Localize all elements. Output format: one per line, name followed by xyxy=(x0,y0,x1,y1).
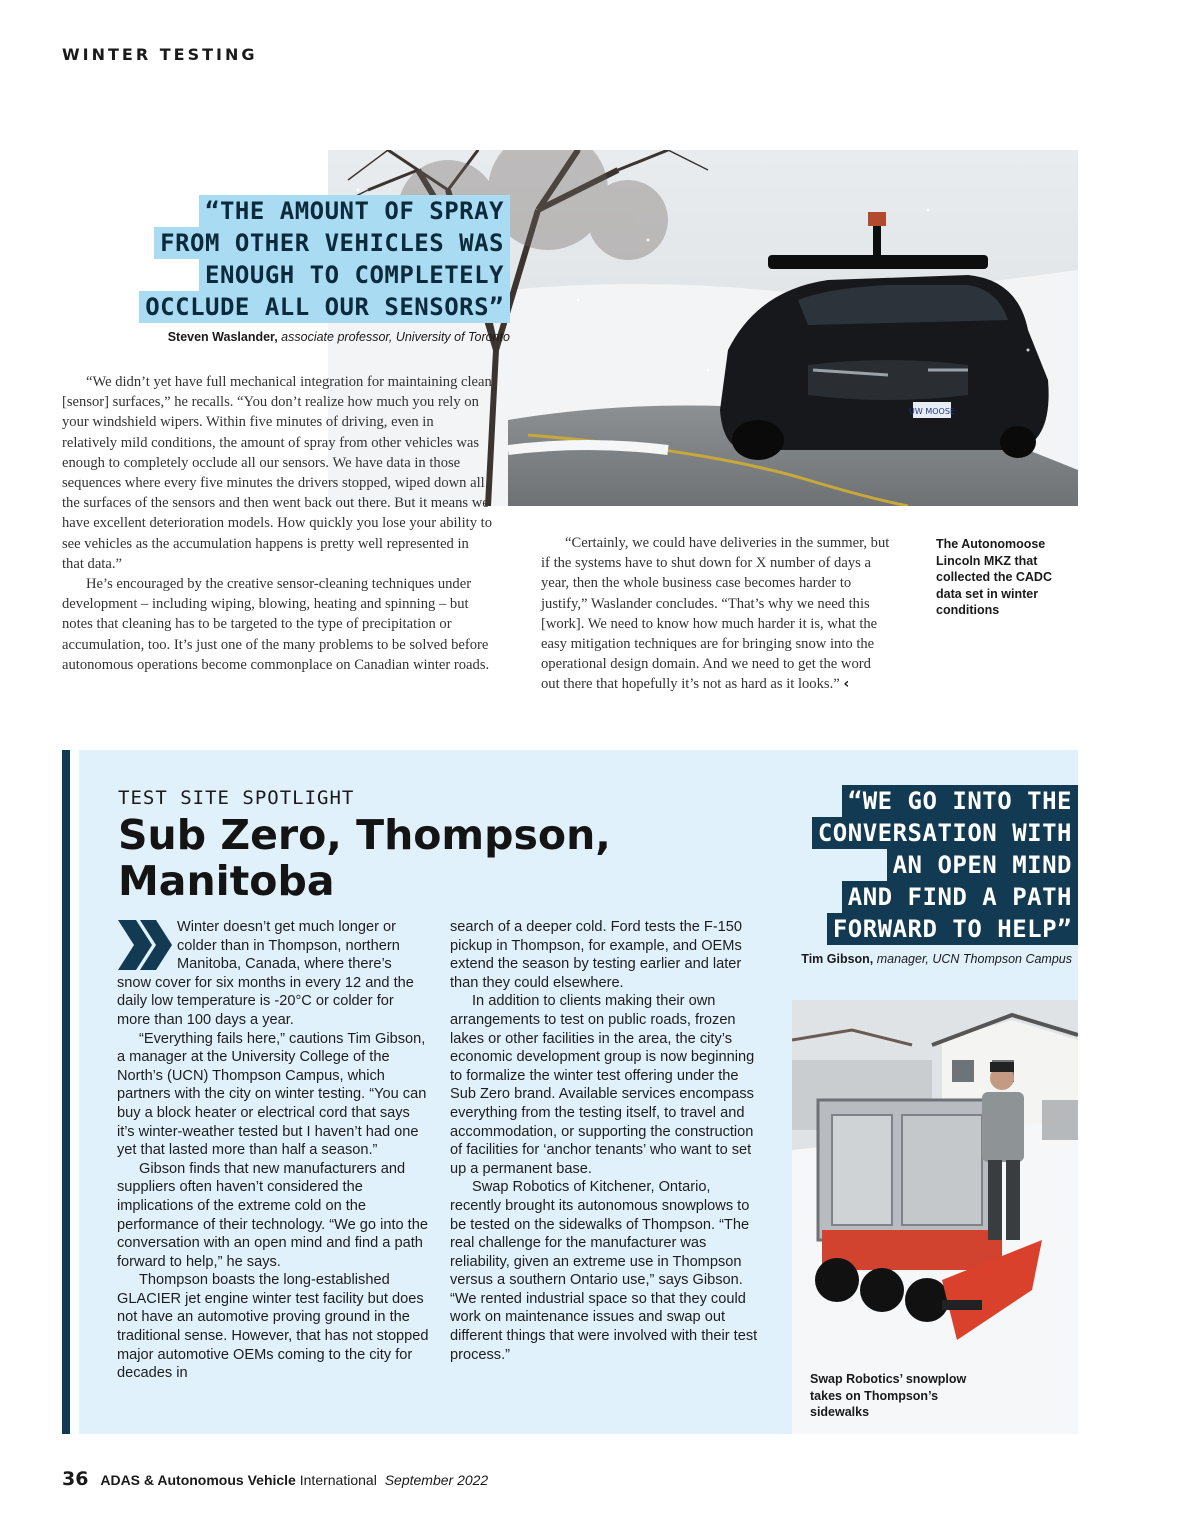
issue-date: September 2022 xyxy=(384,1472,489,1488)
pull-quote-line: FORWARD TO HELP” xyxy=(827,913,1078,945)
paragraph-text: “Certainly, we could have deliveries in the summer, but if the systems have to shut down for X number of days a year, then the whole business case becomes harder to justify,” Waslander concludes. “That’s why we need this [work]. We need to know how much harder it is, what the easy mitigation techniques are for bringing snow into the operational design domain. And we need to get the word out there that hopefully it’s not as hard as it looks.” xyxy=(541,535,890,693)
paragraph xyxy=(541,533,893,695)
paragraph: search of a deeper cold. Ford tests the F-150 pickup in Thompson, for example, and OEMs extend the season by testing earlier and later than they could elsewhere. xyxy=(450,919,743,991)
magazine-name: ADAS & Autonomous Vehicle xyxy=(100,1472,296,1488)
attribution-name: Steven Waslander, xyxy=(167,330,278,344)
page-footer xyxy=(62,1468,488,1490)
end-mark-icon: ‹ xyxy=(843,675,850,693)
pull-quote-line: FROM OTHER VEHICLES WAS xyxy=(154,227,510,259)
attribution-role: manager, UCN Thompson Campus xyxy=(876,952,1072,966)
snowplow-photo xyxy=(792,1000,1078,1434)
magazine-name-suffix: International xyxy=(299,1472,377,1488)
spotlight-title: Sub Zero, Thompson, Manitoba xyxy=(118,811,611,905)
paragraph: Swap Robotics of Kitchener, Ontario, recently brought its autonomous snowplows to be tested on the sidewalks of Thompson. “The real challenge for the manufacturer was reliability, given an extreme use in Thompson versus a southern Ontario use,” says Gibson. “We rented industrial space so that they could work on maintenance issues and swap out different things that were involved with their test process.” xyxy=(450,1179,758,1363)
pull-quote-line: AND FIND A PATH xyxy=(842,881,1078,913)
paragraph: Gibson finds that new manufacturers and suppliers often haven’t considered the implications of the extreme cold on the performance of their technology. “We go into the conversation with an open mind and find a path forward to help,” he says. xyxy=(117,1160,428,1270)
pull-quote-line: OCCLUDE ALL OUR SENSORS” xyxy=(139,291,510,323)
spotlight-kicker: TEST SITE SPOTLIGHT xyxy=(118,787,355,809)
article-column-left xyxy=(62,372,492,675)
paragraph: “We didn’t yet have full mechanical integration for maintaining clean [sensor] surfaces,” he recalls. “You don’t realize how much you rely on your windshield wipers. Within five minutes of driving, even in relatively mild conditions, the amount of spray from other vehicles was enough to completely occlude all our sensors. We have data in those sequences where every five minutes the drivers stopped, wiped down all the surfaces of the sensors and then went back out there. But it means we have excellent deterioration models. How quickly you lose your ability to see vehicles as the accumulation happens is pretty well represented in that data.” xyxy=(62,374,493,572)
section-label: WINTER TESTING xyxy=(62,45,258,64)
spotlight-column-middle xyxy=(450,918,765,1364)
paragraph: “Everything fails here,” cautions Tim Gibson, a manager at the University College of the North’s (UCN) Thompson Campus, which partners with the city on winter testing. “You can buy a block heater or electrical cord that says it’s winter-weather tested but I haven’t had one yet that lasted more than half a season.” xyxy=(117,1030,427,1159)
pull-quote-attribution xyxy=(801,952,1072,966)
article-column-right xyxy=(541,533,893,695)
pull-quote-gibson xyxy=(812,785,1078,945)
paragraph: In addition to clients making their own arrangements to test on public roads, frozen lakes or other facilities in the area, the city’s economic development group is now beginning to formalize the winter test offering under the Sub Zero brand. Available services encompass everything from the testing itself, to travel and accommodation, or supporting the construction of facilities for ‘anchor tenants’ who want to set up a permanent base. xyxy=(450,993,755,1177)
paragraph: Thompson boasts the long-established GLACIER jet engine winter test facility but does not have an automotive proving ground in the traditional sense. However, that has not stopped major automotive OEMs coming to the city for decades in xyxy=(117,1272,429,1382)
snowplow-photo-caption: Swap Robotics’ snowplow takes on Thompson’s sidewalks xyxy=(810,1372,967,1419)
pull-quote-line: “THE AMOUNT OF SPRAY xyxy=(199,195,510,227)
pull-quote-line: ENOUGH TO COMPLETELY xyxy=(199,259,510,291)
snowplow-photo-illustration xyxy=(792,1000,1078,1434)
attribution-name: Tim Gibson, xyxy=(801,952,874,966)
attribution-role: associate professor, University of Toronto xyxy=(281,330,510,344)
spotlight-accent-bar xyxy=(62,750,70,1434)
pull-quote-line: CONVERSATION WITH xyxy=(812,817,1078,849)
paragraph: He’s encouraged by the creative sensor-cleaning techniques under development – including wiping, blowing, heating and spinning – but notes that cleaning has to be targeted to the type of precipitation or accumulation, too. It’s just one of the many problems to be solved before autonomous operations become commonplace on Canadian winter roads. xyxy=(62,576,490,673)
pull-quote-waslander xyxy=(139,195,510,323)
pull-quote-line: AN OPEN MIND xyxy=(887,849,1078,881)
car-photo-caption: The Autonomoose Lincoln MKZ that collected the CADC data set in winter conditions xyxy=(936,537,1052,617)
pull-quote-attribution xyxy=(168,330,510,344)
spotlight-column-left xyxy=(117,918,429,1383)
paragraph: Winter doesn’t get much longer or colder than in Thompson, northern Manitoba, Canada, where there’s snow cover for six months in every 12 and the daily low temperature is -20°C or colder for more than 100 days a year. xyxy=(117,919,414,1028)
pull-quote-line: “WE GO INTO THE xyxy=(842,785,1078,817)
license-plate-text: UW MOOSE xyxy=(909,407,955,416)
page-number: 36 xyxy=(62,1468,89,1490)
